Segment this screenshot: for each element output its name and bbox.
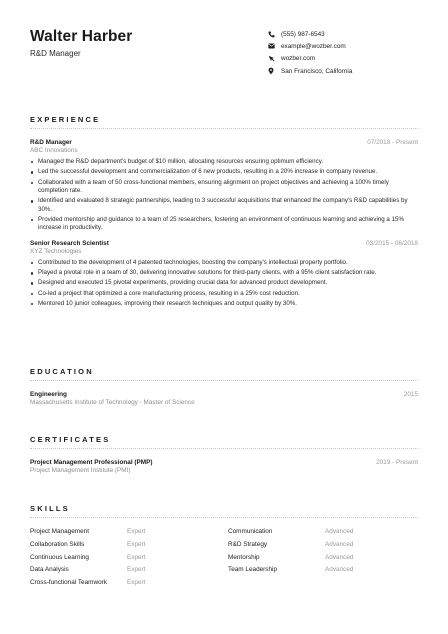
job-bullet: Mentored 10 junior colleagues, improving their research techniques and output quality by 30%. bbox=[30, 300, 418, 308]
job-bullet: Led the successful development and commercialization of 6 new products, resulting in a 20% increase in company revenue. bbox=[30, 168, 418, 176]
contact-location bbox=[268, 65, 428, 77]
certificates-section bbox=[30, 435, 418, 474]
skill-level: Advanced bbox=[325, 540, 354, 548]
job-company: XYZ Technologies bbox=[30, 247, 82, 255]
section-divider bbox=[30, 128, 418, 129]
contact-email[interactable] bbox=[268, 40, 428, 52]
certificate-name: Project Management Professional (PMP) bbox=[30, 459, 153, 466]
job-bullet: Identified and evaluated 8 strategic partnerships, leading to 3 successful acquisitions that enhanced the company's R&D capabilities by 30%. bbox=[30, 197, 418, 214]
job-bullet: Collaborated with a team of 50 cross-functional members, ensuring alignment on project objectives and achieving a 100% timely completion rate. bbox=[30, 179, 418, 196]
job-dates: 07/2018 - Present bbox=[367, 139, 418, 146]
certificate-entry bbox=[30, 459, 418, 474]
experience-heading: EXPERIENCE bbox=[30, 115, 101, 124]
education-school: Massachusetts Institute of Technology - Master of Science bbox=[30, 399, 195, 406]
job-title: Senior Research Scientist bbox=[30, 239, 109, 247]
section-divider bbox=[30, 448, 418, 449]
candidate-title: R&D Manager bbox=[30, 49, 81, 58]
job-company: ABC Innovations bbox=[30, 147, 78, 154]
contact-website-text[interactable]: wozber.com bbox=[281, 55, 316, 63]
contact-phone bbox=[268, 28, 428, 40]
skill-name: R&D Strategy bbox=[228, 540, 268, 548]
skill-name: Continuous Learning bbox=[30, 553, 89, 561]
skill-level bbox=[325, 579, 418, 588]
skill-level: Advanced bbox=[325, 553, 354, 561]
skill-level: Expert bbox=[127, 566, 146, 574]
skill-level: Expert bbox=[127, 528, 146, 535]
candidate-name: Walter Harber bbox=[30, 28, 133, 45]
contact-list bbox=[268, 28, 428, 77]
job-bullet: Co-led a project that optimized a core manufacturing process, resulting in a 25% cost reduction. bbox=[30, 290, 418, 298]
skill-level: Expert bbox=[127, 553, 146, 561]
contact-website[interactable] bbox=[268, 53, 428, 65]
job-bullets bbox=[30, 259, 418, 309]
phone-icon bbox=[268, 31, 281, 38]
job-entry bbox=[30, 240, 418, 309]
skill-name: Data Analysis bbox=[30, 566, 69, 574]
job-entry bbox=[30, 139, 418, 233]
skill-level: Expert bbox=[127, 579, 146, 587]
section-divider bbox=[30, 380, 418, 381]
job-bullet: Managed the R&D department's budget of $10 million, allocating resources ensuring optimum efficiency. bbox=[30, 158, 418, 166]
education-degree: Engineering bbox=[30, 391, 67, 398]
contact-phone-text: (555) 987-6543 bbox=[281, 30, 325, 38]
education-section bbox=[30, 367, 418, 406]
job-bullet: Designed and executed 15 pivotal experiments, providing crucial data for advanced product development. bbox=[30, 279, 418, 287]
skill-name: Cross-functional Teamwork bbox=[30, 579, 107, 587]
section-divider bbox=[30, 517, 418, 518]
skill-name: Mentorship bbox=[228, 553, 260, 561]
skill-name: Project Management bbox=[30, 528, 89, 535]
skills-section bbox=[30, 504, 418, 588]
skill-level: Advanced bbox=[325, 528, 354, 535]
education-year: 2015 bbox=[403, 391, 418, 398]
contact-email-text[interactable]: example@wozber.com bbox=[281, 42, 346, 50]
skill-name bbox=[228, 579, 325, 588]
job-bullet: Played a pivotal role in a team of 30, delivering innovative solutions for third-party clients, with a 95% client satisfaction rate. bbox=[30, 269, 418, 277]
job-title: R&D Manager bbox=[30, 139, 72, 146]
job-bullet: Provided mentorship and guidance to a team of 25 researchers, fostering an environment of continuous learning and achieving a 15% increase in productivity. bbox=[30, 216, 418, 233]
experience-section bbox=[30, 115, 418, 310]
certificates-heading: CERTIFICATES bbox=[30, 435, 111, 444]
certificate-dates: 2019 - Present bbox=[376, 459, 418, 466]
resume-header bbox=[30, 28, 418, 88]
skills-heading: SKILLS bbox=[30, 504, 70, 513]
skill-name: Communication bbox=[228, 528, 273, 535]
skill-level: Expert bbox=[127, 540, 146, 548]
education-entry bbox=[30, 391, 418, 406]
job-dates: 03/2015 - 06/2018 bbox=[366, 239, 418, 247]
skills-grid bbox=[30, 528, 418, 588]
certificate-issuer: Project Management Institute (PMI) bbox=[30, 467, 131, 474]
education-heading: EDUCATION bbox=[30, 367, 94, 376]
skill-name: Collaboration Skills bbox=[30, 540, 85, 548]
job-bullets bbox=[30, 158, 418, 233]
link-icon bbox=[268, 55, 281, 62]
location-icon bbox=[268, 67, 281, 75]
skill-level: Advanced bbox=[325, 566, 354, 574]
email-icon bbox=[268, 43, 281, 49]
skill-name: Team Leadership bbox=[228, 566, 278, 574]
contact-location-text: San Francisco, California bbox=[281, 67, 353, 75]
job-bullet: Contributed to the development of 4 patented technologies, boosting the company's intellectual property portfolio. bbox=[30, 259, 418, 267]
